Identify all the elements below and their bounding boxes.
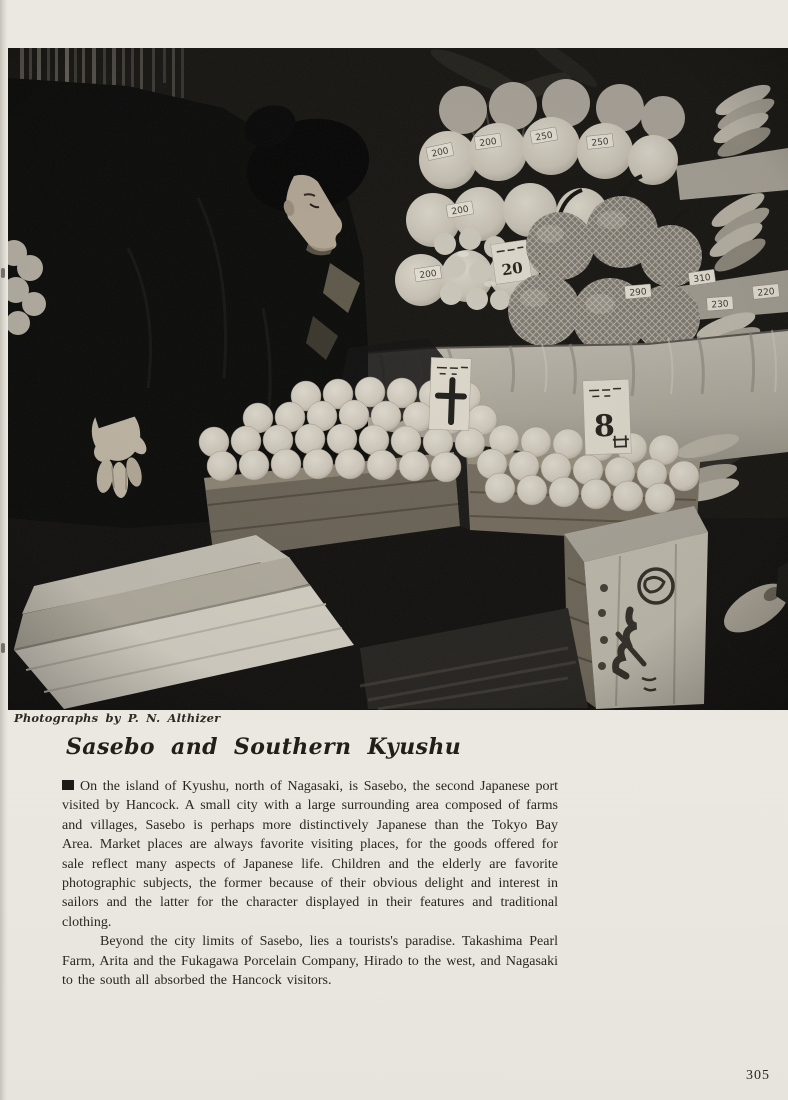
- page-number: 305: [746, 1068, 770, 1083]
- paragraph-text: Beyond the city limits of Sasebo, lies a tourists's paradise. Takashima Pearl Farm, Arita and the Fukagawa Porcelain Company, Hirado to the west, and Nagasaki to the south all absorbed the Hancock visitors.: [62, 934, 558, 989]
- gutter-mark: [1, 643, 5, 653]
- lead-square-bullet: [62, 780, 74, 790]
- film-grain: [8, 48, 788, 710]
- photo-credit: Photographs by P. N. Althizer: [14, 711, 221, 725]
- paragraph: [62, 777, 558, 932]
- article-body: [62, 777, 558, 990]
- page-gutter-shadow: [0, 0, 8, 1100]
- paragraph: [62, 932, 558, 990]
- paragraph-text: On the island of Kyushu, north of Nagasaki, is Sasebo, the second Japanese port visited by Hancock. A small city with a large surrounding area composed of farms and villages, Sasebo is perhaps more distinctively Japanese than the Tokyo Bay Area. Market places are always favorite visiting places, for the goods offered for sale reflect many aspects of Japanese life. Children and the elderly are favorite photographic subjects, the former because of their obvious delight and interest in sailors and the latter for the character displayed in their features and traditional clothing.: [62, 779, 558, 930]
- market-photo: [8, 48, 788, 710]
- page-title: Sasebo and Southern Kyushu: [66, 734, 462, 760]
- gutter-mark: [1, 268, 5, 278]
- market-photo-illustration: [8, 48, 788, 710]
